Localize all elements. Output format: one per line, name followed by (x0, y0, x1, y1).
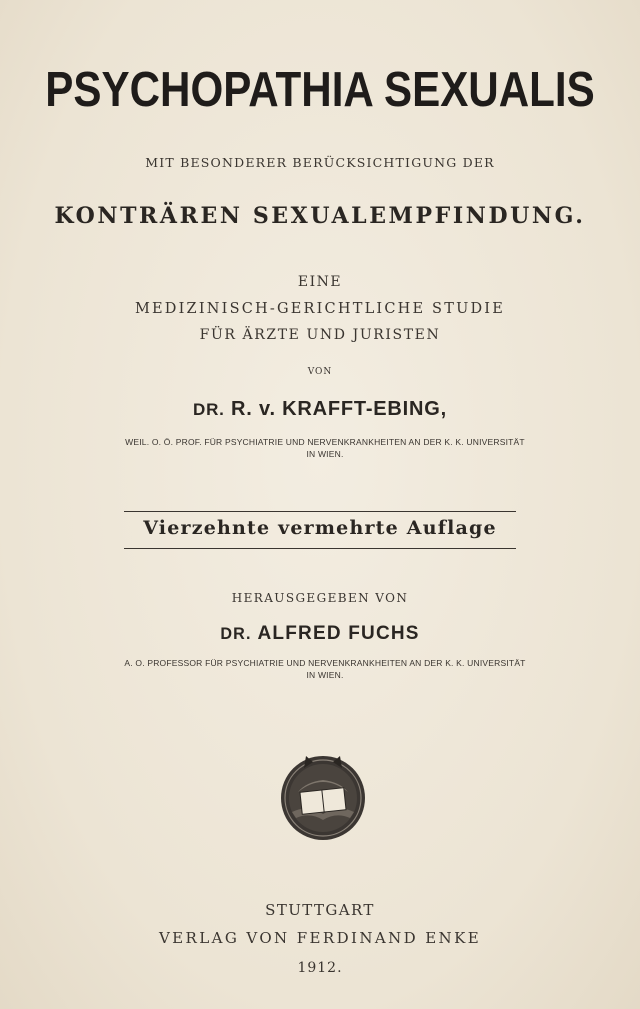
editor-prefix: DR. (220, 625, 252, 643)
author-affiliation (40, 436, 610, 460)
book-title: PSYCHOPATHIA SEXUALIS (45, 63, 595, 117)
edited-by-label: HERAUSGEGEBEN VON (231, 591, 409, 605)
imprint-publisher: VERLAG VON FERDINAND ENKE (158, 929, 482, 947)
author-prefix: DR. (193, 400, 225, 419)
imprint-year: 1912. (297, 960, 343, 976)
edition-statement: Vierzehnte vermehrte Auflage (143, 517, 497, 539)
description-line-2: MEDIZINISCH-GERICHTLICHE STUDIE (134, 301, 506, 317)
editor-name-line (0, 623, 640, 645)
editor-affiliation-line-1: A. O. PROFESSOR FÜR PSYCHIATRIE UND NERVENKRANKHEITEN AN DER K. K. UNIVERSITÄT (124, 658, 526, 668)
author-affiliation-line-2: IN WIEN. (306, 449, 344, 459)
author-affiliation-line-1: WEIL. O. Ö. PROF. FÜR PSYCHIATRIE UND NERVENKRANKHEITEN AN DER K. K. UNIVERSITÄT (125, 437, 525, 447)
editor-affiliation (40, 657, 610, 681)
editor-affiliation-line-2: IN WIEN. (306, 670, 344, 680)
author-name: R. v. KRAFFT-EBING, (231, 398, 447, 420)
edition-rule-box (124, 511, 516, 549)
description-line-1: EINE (297, 274, 343, 290)
imprint-city: STUTTGART (265, 901, 375, 919)
by-label: VON (307, 367, 333, 377)
publisher-emblem-icon (278, 752, 368, 842)
subtitle-line-1: MIT BESONDERER BERÜCKSICHTIGUNG DER (145, 155, 495, 170)
description-line-3: FÜR ÄRZTE UND JURISTEN (199, 327, 441, 343)
subtitle-line-2: KONTRÄREN SEXUALEMPFINDUNG. (54, 203, 586, 229)
author-name-line (0, 398, 640, 421)
editor-name: ALFRED FUCHS (257, 623, 420, 644)
